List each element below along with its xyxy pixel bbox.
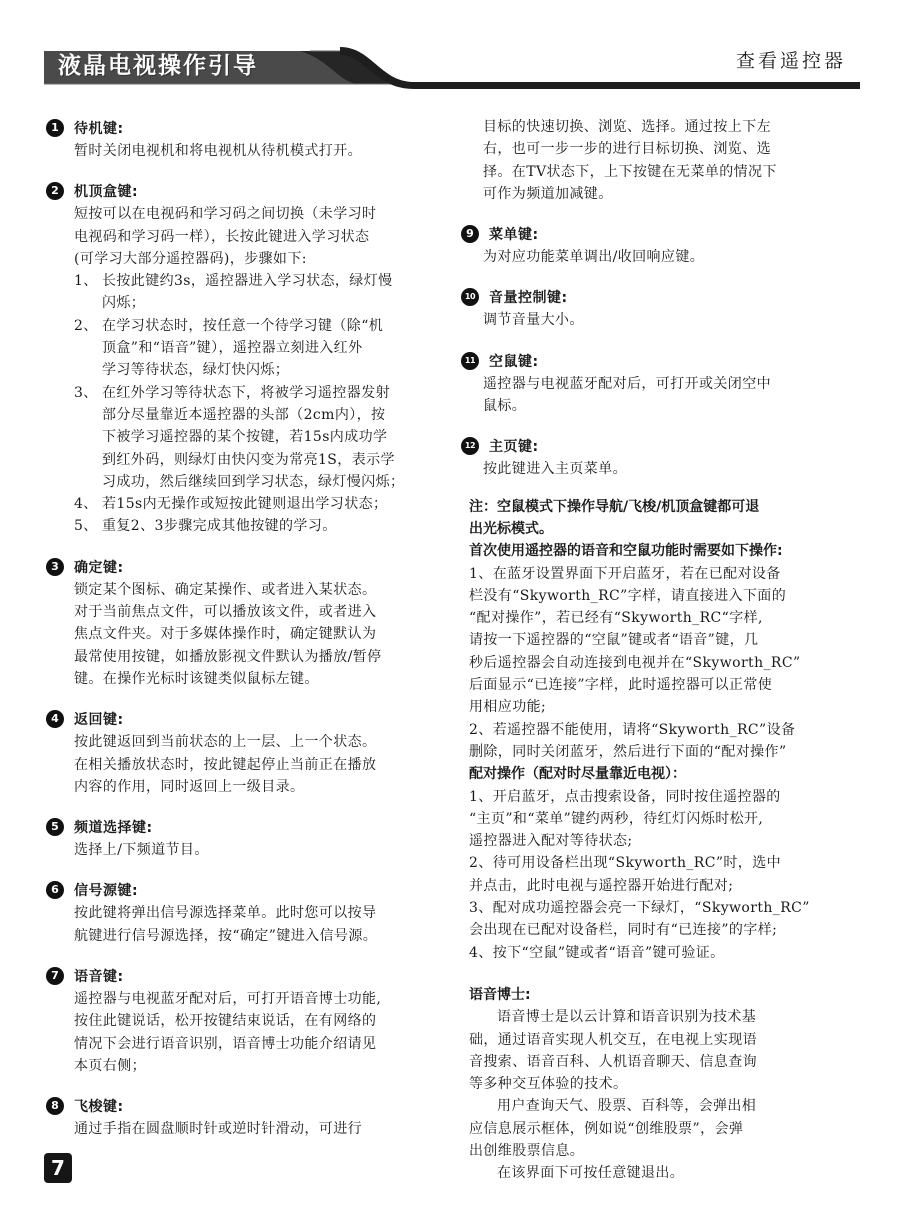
step-line (74, 270, 464, 292)
header-title: 液晶电视操作引导 (58, 53, 258, 79)
step-line (74, 426, 464, 448)
number-badge-icon: 5 (46, 818, 64, 836)
key-section-9 (466, 222, 869, 268)
body-line: 1、开启蓝牙，点击搜索设备，同时按住遥控器的 (469, 788, 781, 805)
body-line: 栏没有“Skyworth_RC”字样，请直接进入下面的 (469, 587, 787, 604)
body-line: 1、在蓝牙设置界面下开启蓝牙，若在已配对设备 (469, 565, 781, 582)
step-text: 闪烁； (102, 295, 146, 312)
section-header (46, 179, 464, 203)
step-number: 3、 (74, 384, 98, 401)
body-line: 后面显示“已连接”字样，此时遥控器可以正常使 (469, 677, 773, 694)
step-text: 长按此键约3s，遥控器进入学习状态，绿灯慢 (102, 273, 393, 290)
body-line: 电视码和学习码一样），长按此键进入学习状态 (74, 228, 370, 245)
number-badge-icon: 4 (46, 710, 64, 728)
step-number: 5、 (74, 518, 98, 535)
step-text: 在红外学习等待状态下，将被学习遥控器发射 (102, 384, 390, 401)
number-badge-icon: 7 (46, 967, 64, 985)
body-line: 2、若遥控器不能使用，请将“Skyworth_RC”设备 (469, 721, 796, 738)
section-header (46, 555, 464, 579)
body-line: 短按可以在电视码和学习码之间切换（未学习时 (74, 206, 377, 223)
step-line (74, 315, 464, 337)
step-text: 在学习状态时，按任意一个待学习键（除“机 (102, 317, 384, 334)
step-line (74, 471, 464, 493)
body-line: “配对操作”，若已经有“Skyworth_RC“字样, (469, 610, 763, 627)
section-title: 返回键: (74, 712, 124, 729)
body-line: 在相关播放状态时，按此键起停止当前正在播放 (74, 756, 377, 773)
section-title: 频道选择键: (74, 820, 153, 837)
body-line: “主页”和“菜单”键约两秒，待红灯闪烁时松开, (469, 810, 764, 827)
voice-doctor-block (469, 984, 869, 1185)
number-badge-icon: 9 (461, 225, 479, 243)
section-title: 待机键: (74, 121, 124, 137)
body-line: 等多种交互体验的技术。 (469, 1076, 628, 1093)
body-line: 本页右侧； (74, 1057, 146, 1074)
body-line: 2、待可用设备栏出现“Skyworth_RC”时，选中 (469, 855, 782, 872)
voice-doctor-title: 语音博士: (469, 986, 531, 1003)
body-line: 删除，同时关闭蓝牙，然后进行下面的“配对操作” (469, 743, 787, 760)
body-line: 按此键进入主页菜单。 (483, 461, 627, 478)
step-text: 下被学习遥控器的某个按键，若15s内成功学 (102, 429, 388, 446)
body-line: 锁定某个图标、确定某操作、或者进入某状态。 (74, 581, 377, 598)
step-text: 学习等待状态，绿灯快闪烁； (102, 362, 290, 379)
body-line: 遥控器与电视蓝牙配对后，可打开或关闭空中 (483, 375, 771, 392)
step-line (74, 449, 464, 471)
section-header (461, 222, 869, 246)
body-line: 用户查询天气、股票、百科等，会弹出相 (497, 1098, 757, 1115)
left-column (46, 116, 464, 1158)
body-line: 音搜索、语音百科、人机语音聊天、信息查询 (469, 1053, 757, 1070)
step-text: 到红外码，则绿灯由快闪变为常亮1S，表示学 (102, 451, 395, 468)
section-title: 飞梭键: (74, 1099, 124, 1116)
note-block (469, 496, 869, 964)
body-line: 语音博士是以云计算和语音识别为技术基 (497, 1009, 757, 1026)
key-section-4 (46, 707, 464, 798)
section-header (46, 964, 464, 988)
step-line (74, 337, 464, 359)
body-line: 为对应功能菜单调出/收回响应键。 (483, 249, 705, 266)
step-line (74, 493, 464, 515)
header-section-title: 查看遥控器 (735, 50, 846, 72)
right-column (464, 116, 869, 1185)
section-title: 音量控制键: (489, 290, 568, 307)
body-line: 3、配对成功遥控器会亮一下绿灯，“Skyworth_RC” (469, 900, 810, 917)
section-title: 主页键: (489, 439, 539, 456)
section-header (46, 878, 464, 902)
body-line: 遥控器进入配对等待状态; (469, 833, 633, 850)
note-line: 出光标模式。 (469, 520, 553, 537)
key-section-1 (46, 116, 464, 162)
note-line: 注：空鼠模式下操作导航/飞梭/机顶盒键都可退 (469, 498, 760, 515)
body-line: 遥控器与电视蓝牙配对后，可打开语音博士功能, (74, 991, 382, 1008)
body-line: 按此键返回到当前状态的上一层、上一个状态。 (74, 734, 377, 751)
body-line: 选择上/下频道节目。 (74, 842, 209, 859)
step-number: 1、 (74, 273, 98, 290)
number-badge-icon: 12 (461, 437, 479, 455)
key-section-5 (46, 815, 464, 861)
section-title: 信号源键: (74, 883, 139, 900)
body-line: 择。在TV状态下，上下按键在无菜单的情况下 (483, 163, 777, 180)
body-line: 暂时关闭电视机和将电视机从待机模式打开。 (74, 143, 362, 159)
body-line: 右，也可一步一步的进行目标切换、浏览、选 (483, 141, 771, 158)
key-section-8 (46, 1094, 464, 1140)
key-section-7 (46, 964, 464, 1077)
body-line: 应信息展示框体，例如说“创维股票”，会弹 (469, 1120, 744, 1137)
number-badge-icon: 2 (46, 182, 64, 200)
section-title: 语音键: (74, 969, 124, 986)
section-header (461, 434, 869, 458)
key-section-10 (464, 285, 869, 331)
body-line: 4、按下“空鼠”键或者“语音”键可验证。 (469, 944, 725, 961)
body-line: 对于当前焦点文件，可以播放该文件，或者进入 (74, 604, 377, 621)
section-header (46, 1094, 464, 1118)
step-text: 部分尽量靠近本遥控器的头部（2cm内），按 (102, 406, 386, 423)
body-line: 最常使用按键，如播放影视文件默认为播放/暂停 (74, 648, 382, 665)
step-text: 重复2、3步骤完成其他按键的学习。 (102, 518, 337, 535)
body-line: 按住此键说话，松开按键结束说话，在有网络的 (74, 1013, 377, 1030)
body-line: 秒后遥控器会自动连接到电视并在“Skyworth_RC” (469, 654, 801, 671)
body-line: 按此键将弹出信号源选择菜单。此时您可以按导 (74, 905, 377, 922)
body-line: 用相应功能; (469, 699, 547, 716)
step-line (74, 359, 464, 381)
section-title: 空鼠键: (489, 353, 539, 370)
section-header (46, 815, 464, 839)
key-section-3 (46, 555, 464, 690)
body-line: 础，通过语音实现人机交互，在电视上实现语 (469, 1031, 757, 1048)
body-line: 内容的作用，同时返回上一级目录。 (74, 778, 305, 795)
step-text: 若15s内无操作或短按此键则退出学习状态； (102, 496, 388, 513)
body-line: 会出现在已配对设备栏，同时有“已连接”的字样; (469, 922, 778, 939)
body-line: 请按一下遥控器的“空鼠”键或者“语音”键，几 (469, 632, 759, 649)
body-line: 可作为频道加减键。 (483, 185, 613, 202)
continued-text (483, 116, 869, 205)
step-line (74, 515, 464, 537)
first-use-title: 首次使用遥控器的语音和空鼠功能时需要如下操作: (469, 543, 783, 560)
body-line: 出创维股票信息。 (469, 1142, 585, 1159)
body-line: (可学习大部分遥控器码)，步骤如下: (74, 250, 307, 267)
body-line: 键。在操作光标时该键类似鼠标左键。 (74, 670, 319, 687)
section-title: 机顶盒键: (74, 184, 139, 201)
key-section-11 (464, 349, 869, 418)
step-line (74, 382, 464, 404)
number-badge-icon: 6 (46, 881, 64, 899)
number-badge-icon: 3 (46, 558, 64, 576)
pair-title: 配对操作（配对时尽量靠近电视）： (469, 766, 686, 783)
section-header (461, 285, 869, 309)
body-line: 在该界面下可按任意键退出。 (497, 1165, 685, 1182)
body-line: 通过手指在圆盘顺时针或逆时针滑动，可进行 (74, 1121, 362, 1138)
section-header (46, 116, 464, 140)
section-title: 确定键: (74, 559, 124, 576)
body-line: 鼠标。 (483, 398, 527, 415)
body-line: 并点击，此时电视与遥控器开始进行配对; (469, 877, 734, 894)
section-header (461, 349, 869, 373)
body-line: 目标的快速切换、浏览、选择。通过按上下左 (483, 119, 771, 135)
number-badge-icon: 1 (46, 119, 64, 137)
key-section-12 (464, 434, 869, 480)
number-badge-icon: 8 (46, 1097, 64, 1115)
body-line: 航键进行信号源选择，按“确定”键进入信号源。 (74, 927, 378, 944)
body-line: 焦点文件夹。对于多媒体操作时，确定键默认为 (74, 626, 377, 643)
number-badge-icon: 11 (461, 352, 479, 370)
body-line: 调节音量大小。 (483, 312, 584, 329)
step-number: 4、 (74, 496, 98, 513)
page-number: 7 (44, 1153, 72, 1183)
body-line: 情况下会进行语音识别，语音博士功能介绍请见 (74, 1035, 377, 1052)
section-header (46, 707, 464, 731)
page-header (0, 0, 898, 95)
step-text: 习成功，然后继续回到学习状态，绿灯慢闪烁； (102, 473, 405, 490)
step-number: 2、 (74, 317, 98, 334)
step-text: 顶盒”和“语音”键），遥控器立刻进入红外 (102, 340, 363, 357)
step-line (74, 292, 464, 314)
key-section-6 (46, 878, 464, 947)
section-title: 菜单键: (489, 227, 539, 244)
step-line (74, 404, 464, 426)
key-section-2 (46, 179, 464, 537)
number-badge-icon: 10 (461, 288, 479, 306)
